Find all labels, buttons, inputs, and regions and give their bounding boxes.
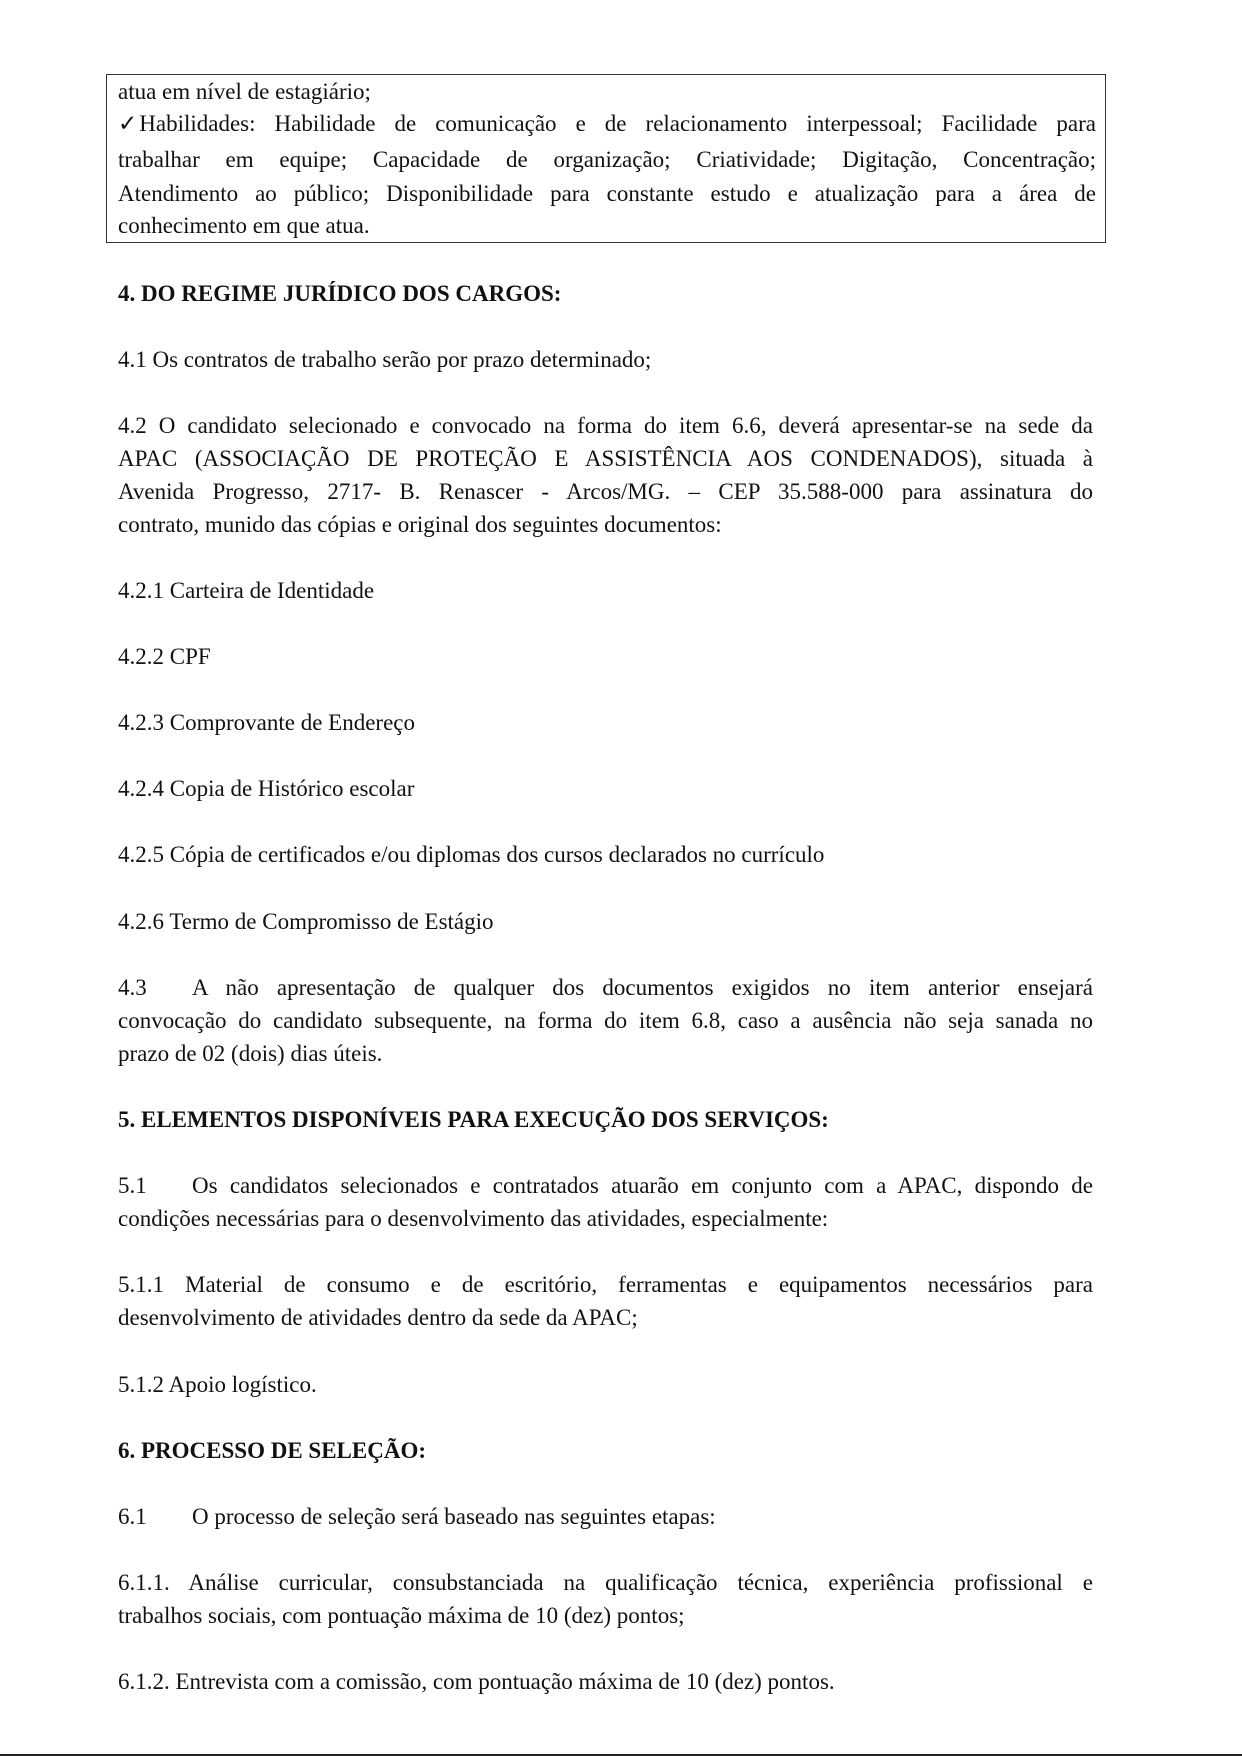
clause-6-1-2: 6.1.2. Entrevista com a comissão, com pontuação máxima de 10 (dez) pontos. (118, 1669, 835, 1694)
clause-4-3-text: A não apresentação de qualquer dos documentos exigidos no item anterior ensejará (192, 975, 1093, 1000)
clause-4-3-line-2: convocação do candidato subsequente, na forma do item 6.8, caso a ausência não seja sanada no (118, 1008, 1093, 1033)
clause-6-1-1-line-2: trabalhos sociais, com pontuação máxima de 10 (dez) pontos; (118, 1603, 685, 1628)
checkmark-icon: ✓ (118, 111, 138, 136)
clause-4-2-3: 4.2.3 Comprovante de Endereço (118, 710, 415, 735)
clause-5-1-1-line-2: desenvolvimento de atividades dentro da sede da APAC; (118, 1305, 638, 1330)
clause-4-2-2: 4.2.2 CPF (118, 644, 211, 669)
clause-4-3-number: 4.3 (118, 975, 147, 1000)
clause-4-2-1: 4.2.1 Carteira de Identidade (118, 578, 375, 603)
clause-4-2-6: 4.2.6 Termo de Compromisso de Estágio (118, 909, 494, 934)
clause-4-2-line-4: contrato, munido das cópias e original dos seguintes documentos: (118, 512, 722, 537)
clause-4-2-4: 4.2.4 Copia de Histórico escolar (118, 776, 415, 801)
clause-6-1-text: O processo de seleção será baseado nas seguintes etapas: (192, 1504, 716, 1529)
clause-5-1-text: Os candidatos selecionados e contratados atuarão em conjunto com a APAC, dispondo de (192, 1173, 1093, 1198)
skills-text: Habilidades: Habilidade de comunicação e de relacionamento interpessoal; Facilidade para (139, 111, 1096, 136)
clause-4-3-line-1 (118, 973, 1093, 1003)
clause-6-1-number: 6.1 (118, 1504, 147, 1529)
clause-4-2-line-1: 4.2 O candidato selecionado e convocado na forma do item 6.6, deverá apresentar-se na sede da (118, 413, 1093, 438)
box-line-3: trabalhar em equipe; Capacidade de organização; Criatividade; Digitação, Concentração; (118, 147, 1096, 172)
section-6-heading: 6. PROCESSO DE SELEÇÃO: (118, 1438, 427, 1463)
clause-4-2-line-2: APAC (ASSOCIAÇÃO DE PROTEÇÃO E ASSISTÊNCIA AOS CONDENADOS), situada à (118, 446, 1093, 471)
box-line-2 (118, 109, 1096, 139)
clause-4-2-line-3: Avenida Progresso, 2717- B. Renascer - Arcos/MG. – CEP 35.588-000 para assinatura do (118, 479, 1093, 504)
clause-4-2-5: 4.2.5 Cópia de certificados e/ou diplomas dos cursos declarados no currículo (118, 842, 825, 867)
clause-5-1-2: 5.1.2 Apoio logístico. (118, 1372, 317, 1397)
section-4-heading: 4. DO REGIME JURÍDICO DOS CARGOS: (118, 281, 562, 306)
clause-5-1-line-2: condições necessárias para o desenvolvimento das atividades, especialmente: (118, 1206, 829, 1231)
clause-4-3-line-3: prazo de 02 (dois) dias úteis. (118, 1041, 383, 1066)
clause-5-1-line-1 (118, 1171, 1093, 1201)
box-line-1: atua em nível de estagiário; (118, 79, 371, 104)
clause-5-1-1-line-1: 5.1.1 Material de consumo e de escritório, ferramentas e equipamentos necessários para (118, 1272, 1093, 1297)
clause-5-1-number: 5.1 (118, 1173, 147, 1198)
clause-4-1: 4.1 Os contratos de trabalho serão por prazo determinado; (118, 347, 652, 372)
section-5-heading: 5. ELEMENTOS DISPONÍVEIS PARA EXECUÇÃO DOS SERVIÇOS: (118, 1107, 829, 1132)
clause-6-1 (118, 1502, 716, 1532)
box-line-5: conhecimento em que atua. (118, 213, 370, 238)
box-line-4: Atendimento ao público; Disponibilidade para constante estudo e atualização para a área de (118, 181, 1096, 206)
clause-6-1-1-line-1: 6.1.1. Análise curricular, consubstanciada na qualificação técnica, experiência profissional e (118, 1570, 1093, 1595)
